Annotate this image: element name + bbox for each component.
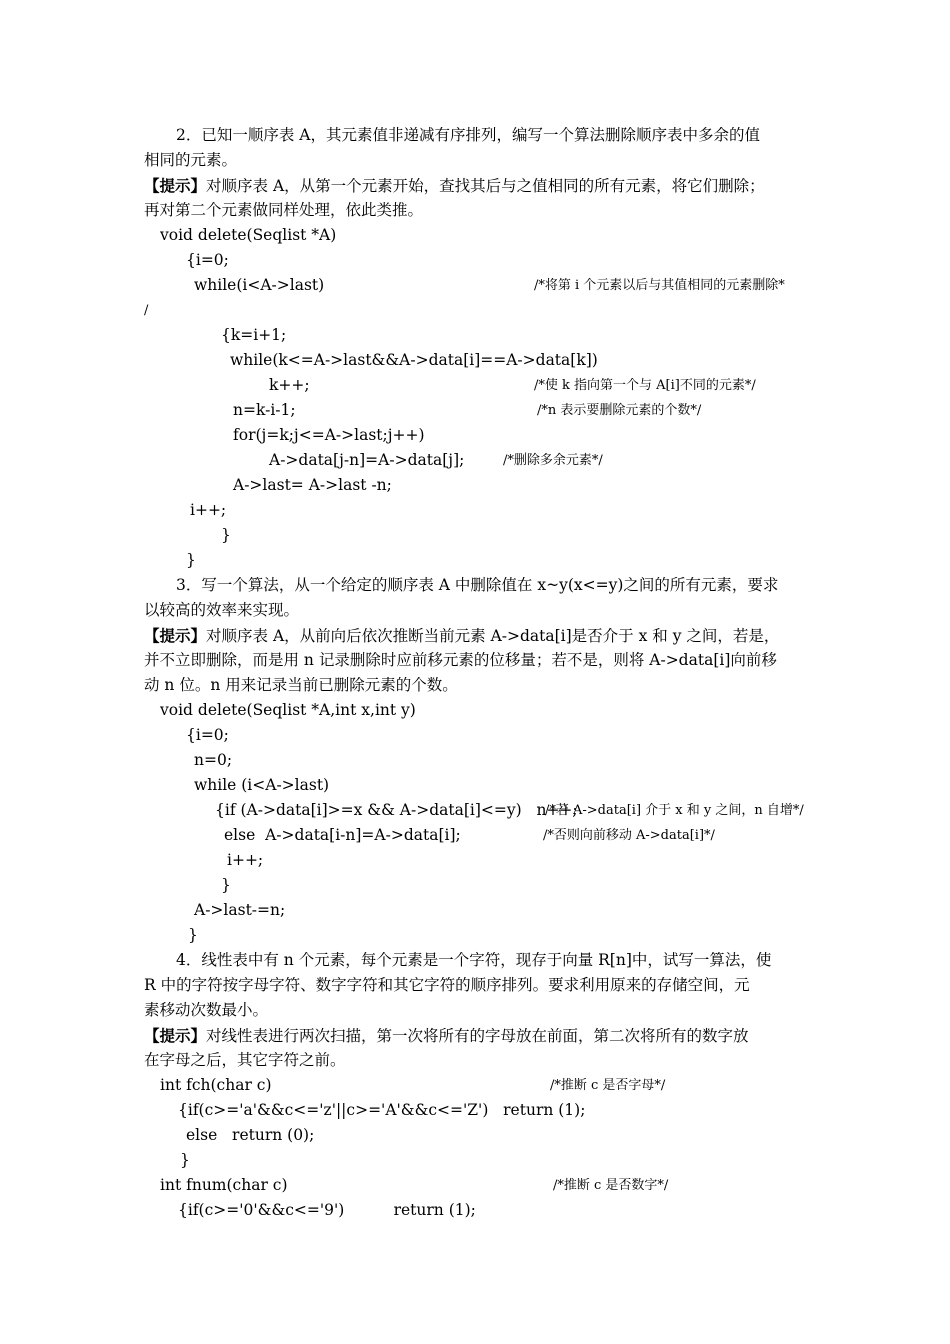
q3-code-line: } (221, 876, 231, 894)
q2-hint-text-1: 对顺序表 A，从第一个元素开始，查找其后与之值相同的所有元素，将它们删除； (206, 177, 765, 195)
q2-code-line: while(k<=A->last&&A->data[i]==A->data[k]) (230, 351, 598, 369)
q3-hint-text-1: 对顺序表 A，从前向后依次推断当前元素 A->data[i]是否介于 x 和 y 之间，若是， (206, 627, 780, 645)
q3-title-line-2: 以较高的效率来实现。 (144, 601, 300, 619)
q3-code-line: void delete(Seqlist *A,int x,int y) (160, 701, 416, 719)
q4-title-line-3: 素移动次数最小。 (144, 1001, 269, 1019)
q3-hint-line-2: 并不立即删除，而是用 n 记录删除时应前移元素的位移量；若不是，则将 A->data[i]向前移 (144, 651, 777, 669)
q3-code-line: n=0; (194, 751, 233, 769)
q2-comment-wrap: / (144, 303, 149, 318)
q3-hint-tag: 【提示】 (144, 626, 207, 645)
q4-code-line: else return (0); (186, 1126, 315, 1144)
q4-comment: /*推断 c 是否字母*/ (550, 1078, 666, 1093)
q3-title-line-1: 3．写一个算法，从一个给定的顺序表 A 中删除值在 x~y(x<=y)之间的所有元素，要求 (176, 576, 779, 594)
q3-code-line: while (i<A->last) (194, 776, 330, 794)
q4-hint-line-1 (144, 1023, 749, 1049)
q3-code-line: {i=0; (186, 726, 229, 744)
q2-code-line: n=k-i-1; (233, 401, 296, 419)
q2-code-line: while(i<A->last) (194, 276, 325, 294)
q3-comment: /*若 A->data[i] 介于 x 和 y 之间，n 自增*/ (545, 803, 804, 818)
q3-hint-line-3: 动 n 位。n 用来记录当前已删除元素的个数。 (144, 676, 458, 694)
q2-code-line: void delete(Seqlist *A) (160, 226, 337, 244)
q2-code-line: } (221, 526, 231, 544)
q4-title-line-2: R 中的字符按字母字符、数字字符和其它字符的顺序排列。要求利用原来的存储空间，元 (144, 976, 750, 994)
q2-code-line: } (186, 551, 196, 569)
q2-code-line: for(j=k;j<=A->last;j++) (233, 426, 425, 444)
q2-code-line: A->data[j-n]=A->data[j]; (269, 451, 465, 469)
q2-comment: /*使 k 指向第一个与 A[i]不同的元素*/ (534, 378, 756, 393)
q2-code-line: {i=0; (186, 251, 229, 269)
q3-comment: /*否则向前移动 A->data[i]*/ (543, 828, 715, 843)
q2-hint-line-2: 再对第二个元素做同样处理，依此类推。 (144, 201, 424, 219)
q2-comment: /*将第 i 个元素以后与其值相同的元素删除* (534, 278, 785, 293)
q4-code-line: int fch(char c) (160, 1076, 272, 1094)
q2-hint-tag: 【提示】 (144, 176, 207, 195)
q4-title-line-1: 4．线性表中有 n 个元素，每个元素是一个字符，现存于向量 R[n]中，试写一算法，使 (176, 951, 772, 969)
q3-hint-line-1 (144, 623, 779, 649)
q3-code-line: A->last-=n; (194, 901, 286, 919)
q2-code-line: A->last= A->last -n; (233, 476, 392, 494)
q2-code-line: i++; (190, 501, 227, 519)
q2-hint-line-1 (144, 173, 765, 199)
q4-hint-tag: 【提示】 (144, 1026, 207, 1045)
q2-comment: /*删除多余元素*/ (503, 453, 603, 468)
q3-code-line: } (188, 926, 198, 944)
q2-title-line-1: 2．已知一顺序表 A，其元素值非递减有序排列，编写一个算法删除顺序表中多余的值 (176, 126, 760, 144)
q4-comment: /*推断 c 是否数字*/ (553, 1178, 669, 1193)
q2-code-line: k++; (269, 376, 310, 394)
q3-code-line: {if (A->data[i]>=x && A->data[i]<=y) n++; (215, 801, 578, 819)
q2-title-line-2: 相同的元素。 (144, 151, 238, 169)
q4-code-line: {if(c>='0'&&c<='9') return (1); (178, 1201, 476, 1219)
q3-code-line: else A->data[i-n]=A->data[i]; (224, 826, 461, 844)
q4-code-line: } (180, 1151, 190, 1169)
q2-code-line: {k=i+1; (221, 326, 287, 344)
q4-hint-text-1: 对线性表进行两次扫描，第一次将所有的字母放在前面，第二次将所有的数字放 (206, 1027, 749, 1045)
q3-code-line: i++; (227, 851, 264, 869)
q4-code-line: {if(c>='a'&&c<='z'||c>='A'&&c<='Z') return (1); (178, 1101, 586, 1119)
q4-code-line: int fnum(char c) (160, 1176, 288, 1194)
q4-hint-line-2: 在字母之后，其它字符之前。 (144, 1051, 346, 1069)
q2-comment: /*n 表示要删除元素的个数*/ (537, 403, 702, 418)
